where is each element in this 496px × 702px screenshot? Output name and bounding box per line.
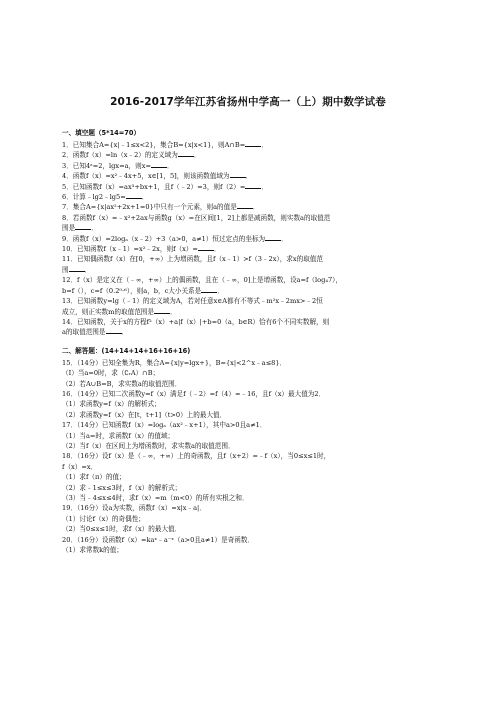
question-text: （3）当﹣4≤x≤4时，求f（x）=m（m<0）的所有实根之和． (62, 494, 249, 502)
question-text: 11．已知偶函数f（x）在[0，+∞）上为增函数，且f（x﹣1）>f（3﹣2x），求x的取值范 (62, 255, 323, 264)
question-text: （2）若A∪B=B，求实数a的取值范围． (62, 379, 182, 388)
question-line (62, 399, 440, 409)
question-line (62, 410, 440, 420)
question-text: 1．已知集合A={x|﹣1≤x<2}，集合B={x|x<1}，则A∩B= (62, 141, 246, 149)
question-line: 成立，则正实数m的取值范围是 ． (62, 307, 177, 316)
answer-blank (126, 192, 142, 199)
answer-blank (154, 307, 170, 314)
question-text: （2）求﹣1≤x≤3时，f（x）的解析式； (62, 483, 182, 492)
answer-blank (178, 150, 194, 157)
answer-blank (198, 244, 214, 251)
question-line (62, 420, 440, 430)
question-text: （1）当a=时，求函数f（x）的值域； (62, 431, 175, 440)
question-line (62, 431, 440, 441)
answer-blank (201, 286, 217, 293)
question-line (62, 535, 440, 545)
question-text: 7．集合A={x|ax²+2x+1=0}中只有一个元素，则a的值是 (62, 203, 237, 212)
question-line (62, 296, 440, 306)
question-text: f（x）=x． (62, 462, 98, 471)
question-line: 围 ． (62, 265, 92, 274)
question-text: （2）当f（x）在区间上为增函数时，求实数a的取值范围． (62, 441, 235, 450)
question-line: 4．函数f（x）=x²﹣4x+5，x∈[1，5]，则该函数值域为 ． (62, 172, 253, 181)
question-text: 围是 (62, 224, 76, 233)
question-line: 5．已知函数f（x）=ax³+bx+1，且f（﹣2）=3，则f（2）= ． (62, 182, 268, 191)
question-line (62, 493, 440, 503)
question-line (62, 368, 440, 378)
question-text: 18．（16分）设f（x）是（﹣∞，+∞）上的奇函数，且f（x+2）=﹣f（x），当0≤x≤1时， (62, 452, 331, 461)
answer-blank (230, 171, 246, 178)
question-text: （2）求函数y=f（x）在[t，t+1]（t>0）上的最大值． (62, 410, 227, 419)
question-line: 1．已知集合A={x|﹣1≤x<2}，集合B={x|x<1}，则A∩B= ． (62, 141, 268, 149)
question-text: （1）求函数y=f（x）的解析式； (62, 400, 161, 409)
question-line: 7．集合A={x|ax²+2x+1=0}中只有一个元素，则a的值是 ． (62, 203, 260, 212)
question-line (62, 503, 440, 513)
section-heading-fill-in: 一、填空题（5*14=70） (62, 129, 141, 137)
question-text: 20．（16分）设函数f（x）=kaˣ﹣a⁻ˣ（a>0且a≠1）是奇函数． (62, 535, 255, 544)
question-text: 12．f（x）是定义在（﹣∞，+∞）上的偶函数，且在（﹣∞，0]上是增函数，设a=f（log₄7）， (62, 276, 343, 285)
question-text: （1）求f（π）的值； (62, 473, 126, 482)
answer-blank (106, 327, 122, 334)
question-line: a的取值范围是 ． (62, 328, 129, 337)
question-line (62, 441, 440, 451)
answer-blank (69, 265, 85, 272)
question-text: 13．已知函数y=lg（﹣1）的定义域为A，若对任意x∈A都有不等式﹣m²x﹣2mx>﹣2恒 (62, 297, 323, 306)
question-line (62, 514, 440, 524)
question-line (62, 213, 440, 223)
question-line (62, 317, 440, 327)
question-text: 17．（14分）已知函数f（x）=logₐ（ax²﹣x+1），其中a>0且a≠1． (62, 421, 267, 430)
question-text: 19．（16分）设a为实数，函数f（x）=x|x﹣a|． (62, 504, 206, 513)
question-text: 9．函数f（x）=2logₐ（x﹣2）+3（a>0，a≠1）恒过定点的坐标为 (62, 234, 266, 243)
fill-in-questions (62, 140, 440, 338)
question-text: （1）讨论f（x）的奇偶性； (62, 514, 145, 523)
question-line (62, 545, 440, 555)
question-text: 6．计算﹣lg2﹣lg5= (62, 193, 126, 202)
answer-blank (265, 234, 281, 241)
question-line: 9．函数f（x）=2logₐ（x﹣2）+3（a>0，a≠1）恒过定点的坐标为 ． (62, 234, 288, 243)
question-line: 围是 ． (62, 224, 98, 233)
question-text: b=f（），c=f（0.2⁰·⁶），则a，b，c大小关系是 (62, 286, 202, 295)
question-line (62, 275, 440, 285)
question-text: 8．若函数f（x）=﹣x²+2ax与函数g（x）=在区间[1，2]上都是减函数，则实数a的取值范 (62, 213, 331, 222)
question-text: 4．函数f（x）=x²﹣4x+5，x∈[1，5]，则该函数值域为 (62, 172, 230, 181)
question-line: 3．已知4ᵃ=2，lgx=a，则x= ． (62, 161, 174, 170)
question-line (62, 524, 440, 534)
question-text: 16．（14分）已知二次函数y=f（x）满足f（﹣2）=f（4）=﹣16，且f（x）最大值为2． (62, 389, 326, 398)
question-text: （2）当0≤x≤1时，求f（x）的最大值． (62, 525, 182, 534)
question-text: 5．已知函数f（x）=ax³+bx+1，且f（﹣2）=3，则f（2）= (62, 182, 246, 191)
question-line (62, 451, 440, 461)
question-line (62, 254, 440, 264)
question-line (62, 483, 440, 493)
question-line: 10．已知函数f（x﹣1）=x²﹣2x，则f（x）= ． (62, 245, 221, 254)
question-text: （I）当a=0时，求（∁ᵣA）∩B； (62, 369, 160, 378)
question-line (62, 379, 440, 389)
answer-blank (151, 161, 167, 168)
question-line: 2．函数f（x）=ln（x﹣2）的定义域为 ． (62, 151, 201, 160)
question-text: a的取值范围是 (62, 328, 106, 337)
document-title: 2016-2017学年江苏省扬州中学高一（上）期中数学试卷 (110, 96, 386, 108)
solution-questions (62, 358, 440, 556)
answer-blank (75, 223, 91, 230)
question-text: 3．已知4ᵃ=2，lgx=a，则x= (62, 161, 151, 170)
answer-blank (245, 182, 261, 189)
question-text: 10．已知函数f（x﹣1）=x²﹣2x，则f（x）= (62, 245, 198, 254)
document-body (62, 128, 440, 555)
question-line (62, 358, 440, 368)
question-text: 14．已知函数，关于x的方程f²（x）+a|f（x）|+b=0（a，b∈R）恰有6个不同实数解，则 (62, 317, 330, 326)
question-text: 2．函数f（x）=ln（x﹣2）的定义域为 (62, 151, 178, 160)
question-line (62, 389, 440, 399)
question-line: 6．计算﹣lg2﹣lg5= ． (62, 193, 149, 202)
question-text: 成立，则正实数m的取值范围是 (62, 307, 154, 316)
answer-blank (245, 140, 261, 147)
question-text: 15．（14分）已知全集为R，集合A={x|y=lgx+}，B={x|<2^x﹣a≤8}． (62, 358, 287, 367)
answer-blank (237, 202, 253, 209)
question-text: 围 (62, 265, 69, 274)
question-line (62, 472, 440, 482)
question-text: （1）求常数k的值； (62, 546, 123, 555)
question-line: b=f（），c=f（0.2⁰·⁶），则a，b，c大小关系是 ． (62, 286, 224, 295)
question-line (62, 462, 440, 472)
section-heading-solutions: 二、解答题：(14+14+14+16+16+16) (62, 346, 191, 355)
